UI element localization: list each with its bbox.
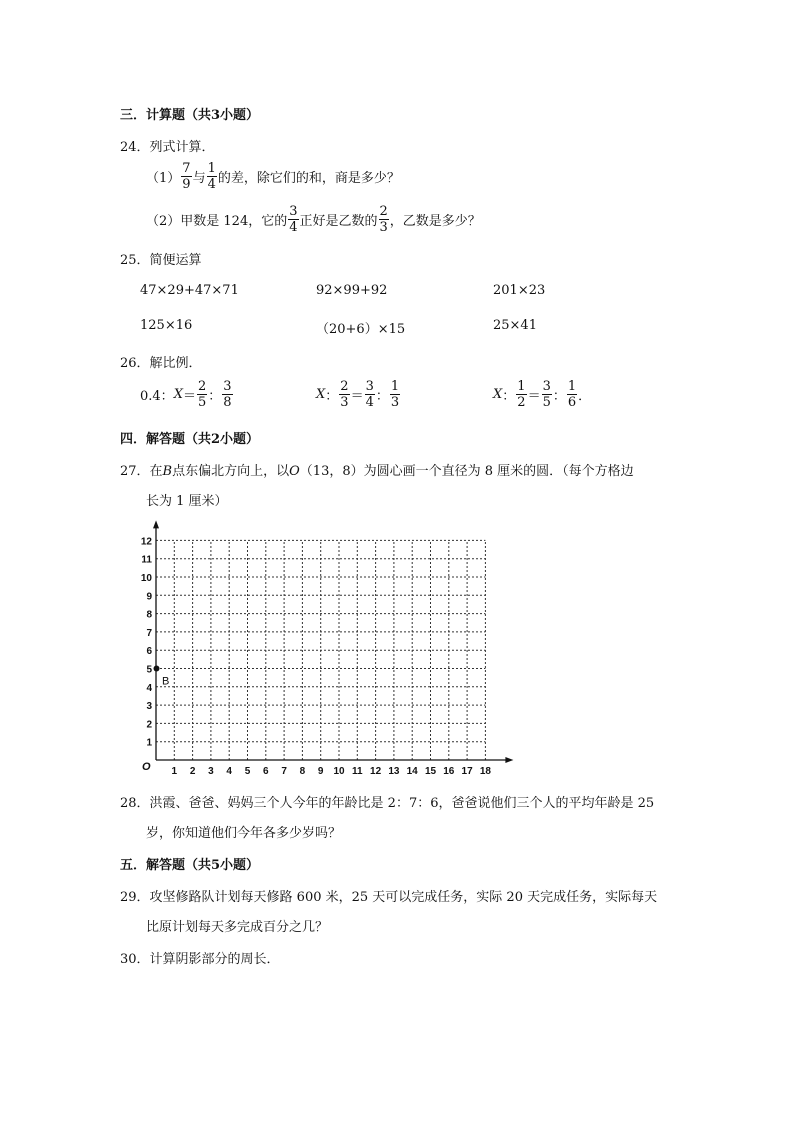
q29-line2: 比原计划每天多完成百分之几？ <box>146 920 329 935</box>
point-b-label: B <box>162 675 170 688</box>
x-tick-label: 10 <box>333 766 345 777</box>
fraction: $\frac{7}{9}$ <box>182 161 191 192</box>
y-tick-label: 1 <box>146 737 152 749</box>
q27-line1: 27．在B点东偏北方向上，以O（13，8）为圆心画一个直径为 8 厘米的圆．（每个方格边 <box>120 464 634 479</box>
fraction: $\frac{3}{4}$ <box>289 204 298 235</box>
q26-equation-2: X ： $\frac{2}{3}$ ＝ $\frac{3}{4}$ ： $\frac{1}{3}$ <box>316 379 400 410</box>
section-five-heading: 五．解答题（共5小题） <box>120 858 260 873</box>
q24-part1: （1） $\frac{7}{9}$ 与 $\frac{1}{4}$ 的差，除它们的和，商是多少？ <box>146 161 400 192</box>
y-tick-label: 9 <box>146 591 152 603</box>
q25-expr: 47×29+47×71 <box>140 283 239 298</box>
x-tick-label: 1 <box>171 766 178 777</box>
fraction: $\frac{2}{3}$ <box>379 204 388 235</box>
x-tick-label: 11 <box>352 766 363 777</box>
q26-equation-1: 0.4： X ＝ $\frac{2}{5}$ ： $\frac{3}{8}$ <box>140 379 232 410</box>
x-tick-label: 4 <box>226 766 232 777</box>
x-tick-label: 6 <box>263 766 269 777</box>
q25-expr: 92×99+92 <box>316 283 388 298</box>
x-tick-label: 9 <box>317 766 324 777</box>
q26-equation-3: X ： $\frac{1}{2}$ ＝ $\frac{3}{5}$ ： $\frac{1}{6}$ ． <box>493 379 592 410</box>
q24-title: 24．列式计算． <box>120 140 215 155</box>
q24-part1-prefix: （1） <box>146 171 181 186</box>
q26-title: 26．解比例． <box>120 356 202 371</box>
x-tick-label: 2 <box>189 766 196 777</box>
y-tick-label: 5 <box>146 664 152 676</box>
y-tick-label: 11 <box>141 554 152 566</box>
q24-part2: （2）甲数是 124，它的 $\frac{3}{4}$ 正好是乙数的 $\frac{2}{3}$ ，乙数是多少？ <box>146 204 481 235</box>
y-tick-label: 10 <box>140 573 152 584</box>
y-tick-label: 4 <box>146 682 152 694</box>
q25-expr: 25×41 <box>493 318 537 333</box>
q25-expr: （20+6）×15 <box>316 322 406 337</box>
q29-line1: 29．攻坚修路队计划每天修路 600 米，25 天可以完成任务，实际 20 天完成任务，实际每天 <box>120 890 658 905</box>
q28-line1: 28．洪霞、爸爸、妈妈三个人今年的年龄比是 2：7：6，爸爸说他们三个人的平均年龄是 25 <box>120 796 655 811</box>
y-tick-label: 8 <box>146 609 152 621</box>
x-tick-label: 5 <box>244 766 251 777</box>
q25-expr: 125×16 <box>140 318 193 333</box>
y-tick-label: 6 <box>146 646 152 658</box>
x-tick-label: 15 <box>424 766 437 777</box>
x-tick-label: 13 <box>388 766 400 777</box>
x-tick-label: 8 <box>299 766 306 777</box>
y-tick-label: 7 <box>146 627 152 639</box>
q30-line1: 30．计算阴影部分的周长． <box>120 952 280 967</box>
section-four-heading: 四．解答题（共2小题） <box>120 432 260 447</box>
x-tick-label: 16 <box>443 766 455 777</box>
x-tick-label: 7 <box>281 766 287 777</box>
grid-lines <box>156 540 485 760</box>
axes <box>153 520 513 763</box>
x-tick-label: 14 <box>406 766 418 777</box>
x-tick-label: 18 <box>479 766 491 777</box>
tick-labels <box>141 536 492 777</box>
q25-expr: 201×23 <box>493 283 546 298</box>
y-tick-label: 12 <box>140 536 152 548</box>
section-three-heading: 三．计算题（共3小题） <box>120 108 260 123</box>
q27-line2: 长为 1 厘米） <box>146 494 228 509</box>
x-axis-arrow <box>505 757 513 763</box>
x-tick-label: 3 <box>208 766 214 777</box>
y-axis-arrow <box>153 520 159 528</box>
q28-line2: 岁，你知道他们今年各多少岁吗？ <box>146 826 342 841</box>
fraction: $\frac{1}{4}$ <box>207 161 216 192</box>
q25-title: 25．简便运算 <box>120 253 202 268</box>
y-tick-label: 3 <box>146 701 152 713</box>
coordinate-grid <box>130 520 530 780</box>
x-tick-label: 17 <box>461 766 473 777</box>
origin-label: O <box>142 761 151 773</box>
y-tick-label: 2 <box>146 719 152 731</box>
x-tick-label: 12 <box>370 766 382 777</box>
point-b <box>154 666 160 672</box>
